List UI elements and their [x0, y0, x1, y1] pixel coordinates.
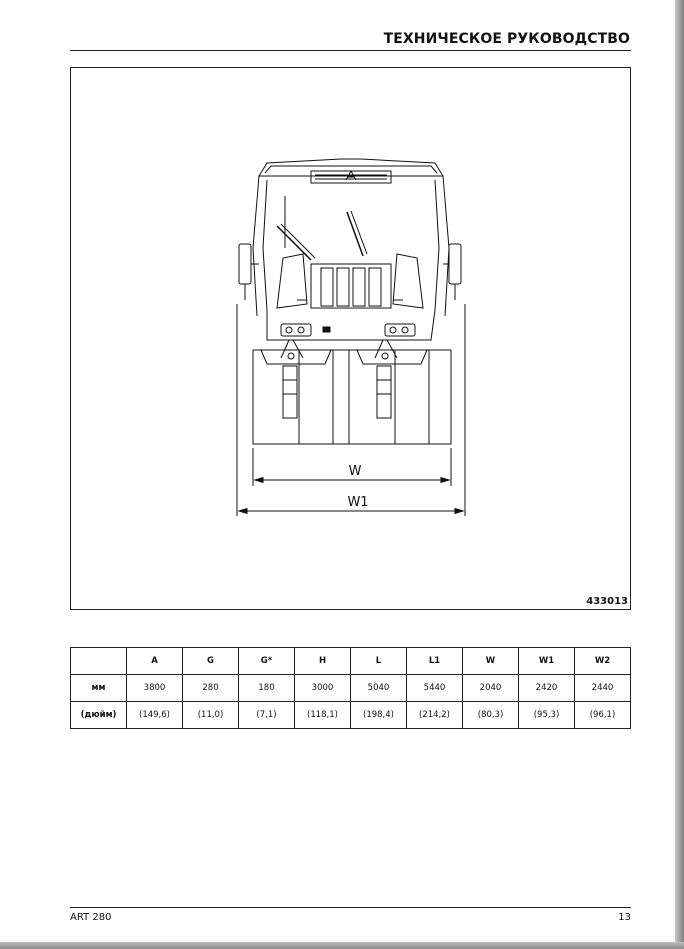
table-cell: 3800: [127, 675, 183, 702]
table-cell: (198,4): [351, 702, 407, 729]
mirror-left: [239, 244, 251, 284]
wiper-left: [277, 226, 311, 260]
cab-roof: [259, 159, 443, 176]
table-row: [71, 702, 631, 729]
hood: [311, 264, 391, 308]
dimension-w-label: W: [348, 464, 362, 479]
cab-frame-right: [443, 176, 449, 316]
footer-rule: [70, 907, 631, 908]
column-header: G*: [239, 648, 295, 675]
mirror-right: [449, 244, 461, 284]
footer-model: ART 280: [70, 912, 112, 923]
table-cell: 2440: [575, 675, 631, 702]
figure-frame: [70, 67, 631, 610]
table-cell: (96,1): [575, 702, 631, 729]
cab-frame-left: [253, 176, 259, 316]
column-header: W: [463, 648, 519, 675]
table-cell: 5040: [351, 675, 407, 702]
roller-front-view-drawing: [71, 68, 630, 609]
column-header: A: [127, 648, 183, 675]
table-cell: 5440: [407, 675, 463, 702]
page-number: 13: [618, 912, 631, 923]
table-cell: 180: [239, 675, 295, 702]
column-header: W2: [575, 648, 631, 675]
column-header: L: [351, 648, 407, 675]
figure-number: 433013: [586, 596, 628, 607]
table-cell: (80,3): [463, 702, 519, 729]
header-rule: [70, 50, 631, 51]
row-label: (дюйм): [71, 702, 127, 729]
column-header: H: [295, 648, 351, 675]
column-header: G: [183, 648, 239, 675]
column-header: L1: [407, 648, 463, 675]
page-title: ТЕХНИЧЕСКОЕ РУКОВОДСТВО: [383, 31, 630, 47]
table-cell: 2040: [463, 675, 519, 702]
table-corner-cell: [71, 648, 127, 675]
column-header: W1: [519, 648, 575, 675]
row-label: мм: [71, 675, 127, 702]
table-row: [71, 675, 631, 702]
table-cell: 280: [183, 675, 239, 702]
table-header-row: [71, 648, 631, 675]
table-cell: 3000: [295, 675, 351, 702]
page-shadow-right: [675, 0, 684, 949]
table-cell: (118,1): [295, 702, 351, 729]
table-cell: (7,1): [239, 702, 295, 729]
wiper-right: [347, 212, 363, 256]
table-cell: (95,3): [519, 702, 575, 729]
table-cell: (214,2): [407, 702, 463, 729]
page-shadow-bottom: [0, 942, 684, 949]
dimensions-table: [70, 647, 631, 729]
table-cell: (11,0): [183, 702, 239, 729]
table-cell: 2420: [519, 675, 575, 702]
dimension-w1-label: W1: [347, 495, 369, 510]
table-cell: (149,6): [127, 702, 183, 729]
